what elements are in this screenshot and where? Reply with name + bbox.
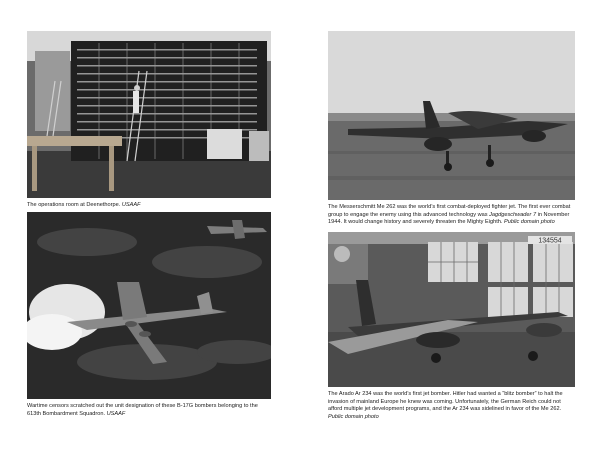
photo-b17g-bombers <box>27 212 271 399</box>
caption-me-262: The Messerschmitt Me 262 was the world’s first combat-deployed fighter jet. The first ever combat group to engage the enemy using this advanced technology was Jagdgeschwader 7 in November 1944. It would change history and severely threaten the Mighty Eighth. Public domain photo <box>328 204 571 226</box>
photo-me-262 <box>328 31 575 200</box>
caption-arado-ar-234: The Arado Ar 234 was the world’s first jet bomber. Hitler had wanted a “blitz bomber” to halt the invasion of mainland Europe he knew was coming. Unfortunately, the German Reich could not afford multiple jet development programs, and the Ar 234 was sidelined in favor of the Me 262. Public domain photo <box>328 391 563 420</box>
caption-operations-room: The operations room at Deenethorpe. USAAF <box>27 202 141 208</box>
caption-b17g-bombers: Wartime censors scratched out the unit designation of these B-17G bombers belonging to the 613th Bombardment Squadron. USAAF <box>27 403 258 417</box>
hangar-number-text: 134554 <box>538 237 562 245</box>
photo-arado-ar-234 <box>328 232 575 387</box>
photo-operations-room <box>27 31 271 198</box>
